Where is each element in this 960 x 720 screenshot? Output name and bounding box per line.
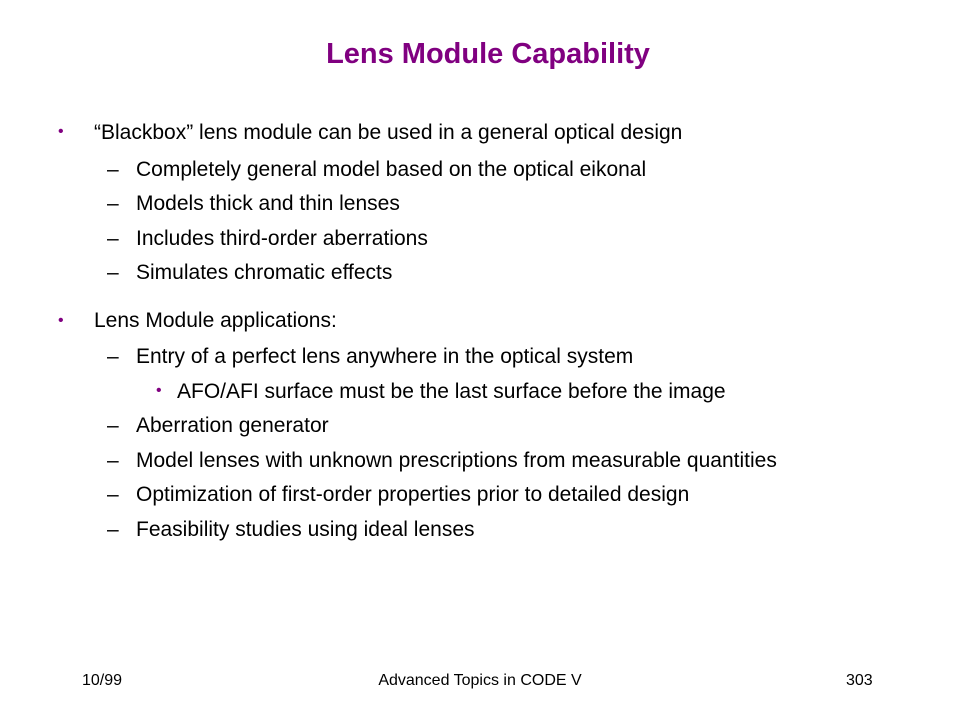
page-number: 303 bbox=[846, 672, 873, 689]
bullet-item: “Blackbox” lens module can be used in a general optical design bbox=[94, 121, 683, 144]
sub-item: Optimization of first-order properties prior to detailed design bbox=[136, 483, 690, 506]
sub-item: Aberration generator bbox=[136, 414, 329, 437]
dash-icon: – bbox=[107, 227, 119, 250]
bullet-item: Lens Module applications: bbox=[94, 309, 337, 332]
footer-date: 10/99 bbox=[82, 672, 123, 689]
footer-title: Advanced Topics in CODE V bbox=[378, 672, 582, 689]
dash-icon: – bbox=[107, 518, 119, 541]
sub-item: Model lenses with unknown prescriptions from measurable quantities bbox=[136, 449, 777, 472]
bullet-icon: • bbox=[156, 382, 162, 399]
sub-item: Simulates chromatic effects bbox=[136, 261, 393, 284]
sub-sub-item: AFO/AFI surface must be the last surface before the image bbox=[177, 380, 726, 403]
dash-icon: – bbox=[107, 345, 119, 368]
dash-icon: – bbox=[107, 414, 119, 437]
bullet-icon: • bbox=[58, 312, 64, 329]
sub-item: Feasibility studies using ideal lenses bbox=[136, 518, 475, 541]
sub-item: Includes third-order aberrations bbox=[136, 227, 428, 250]
dash-icon: – bbox=[107, 158, 119, 181]
dash-icon: – bbox=[107, 483, 119, 506]
sub-item: Models thick and thin lenses bbox=[136, 192, 400, 215]
sub-item: Entry of a perfect lens anywhere in the optical system bbox=[136, 345, 634, 368]
dash-icon: – bbox=[107, 192, 119, 215]
slide-title: Lens Module Capability bbox=[326, 38, 650, 70]
dash-icon: – bbox=[107, 449, 119, 472]
dash-icon: – bbox=[107, 261, 119, 284]
bullet-icon: • bbox=[58, 123, 64, 140]
sub-item: Completely general model based on the optical eikonal bbox=[136, 158, 647, 181]
